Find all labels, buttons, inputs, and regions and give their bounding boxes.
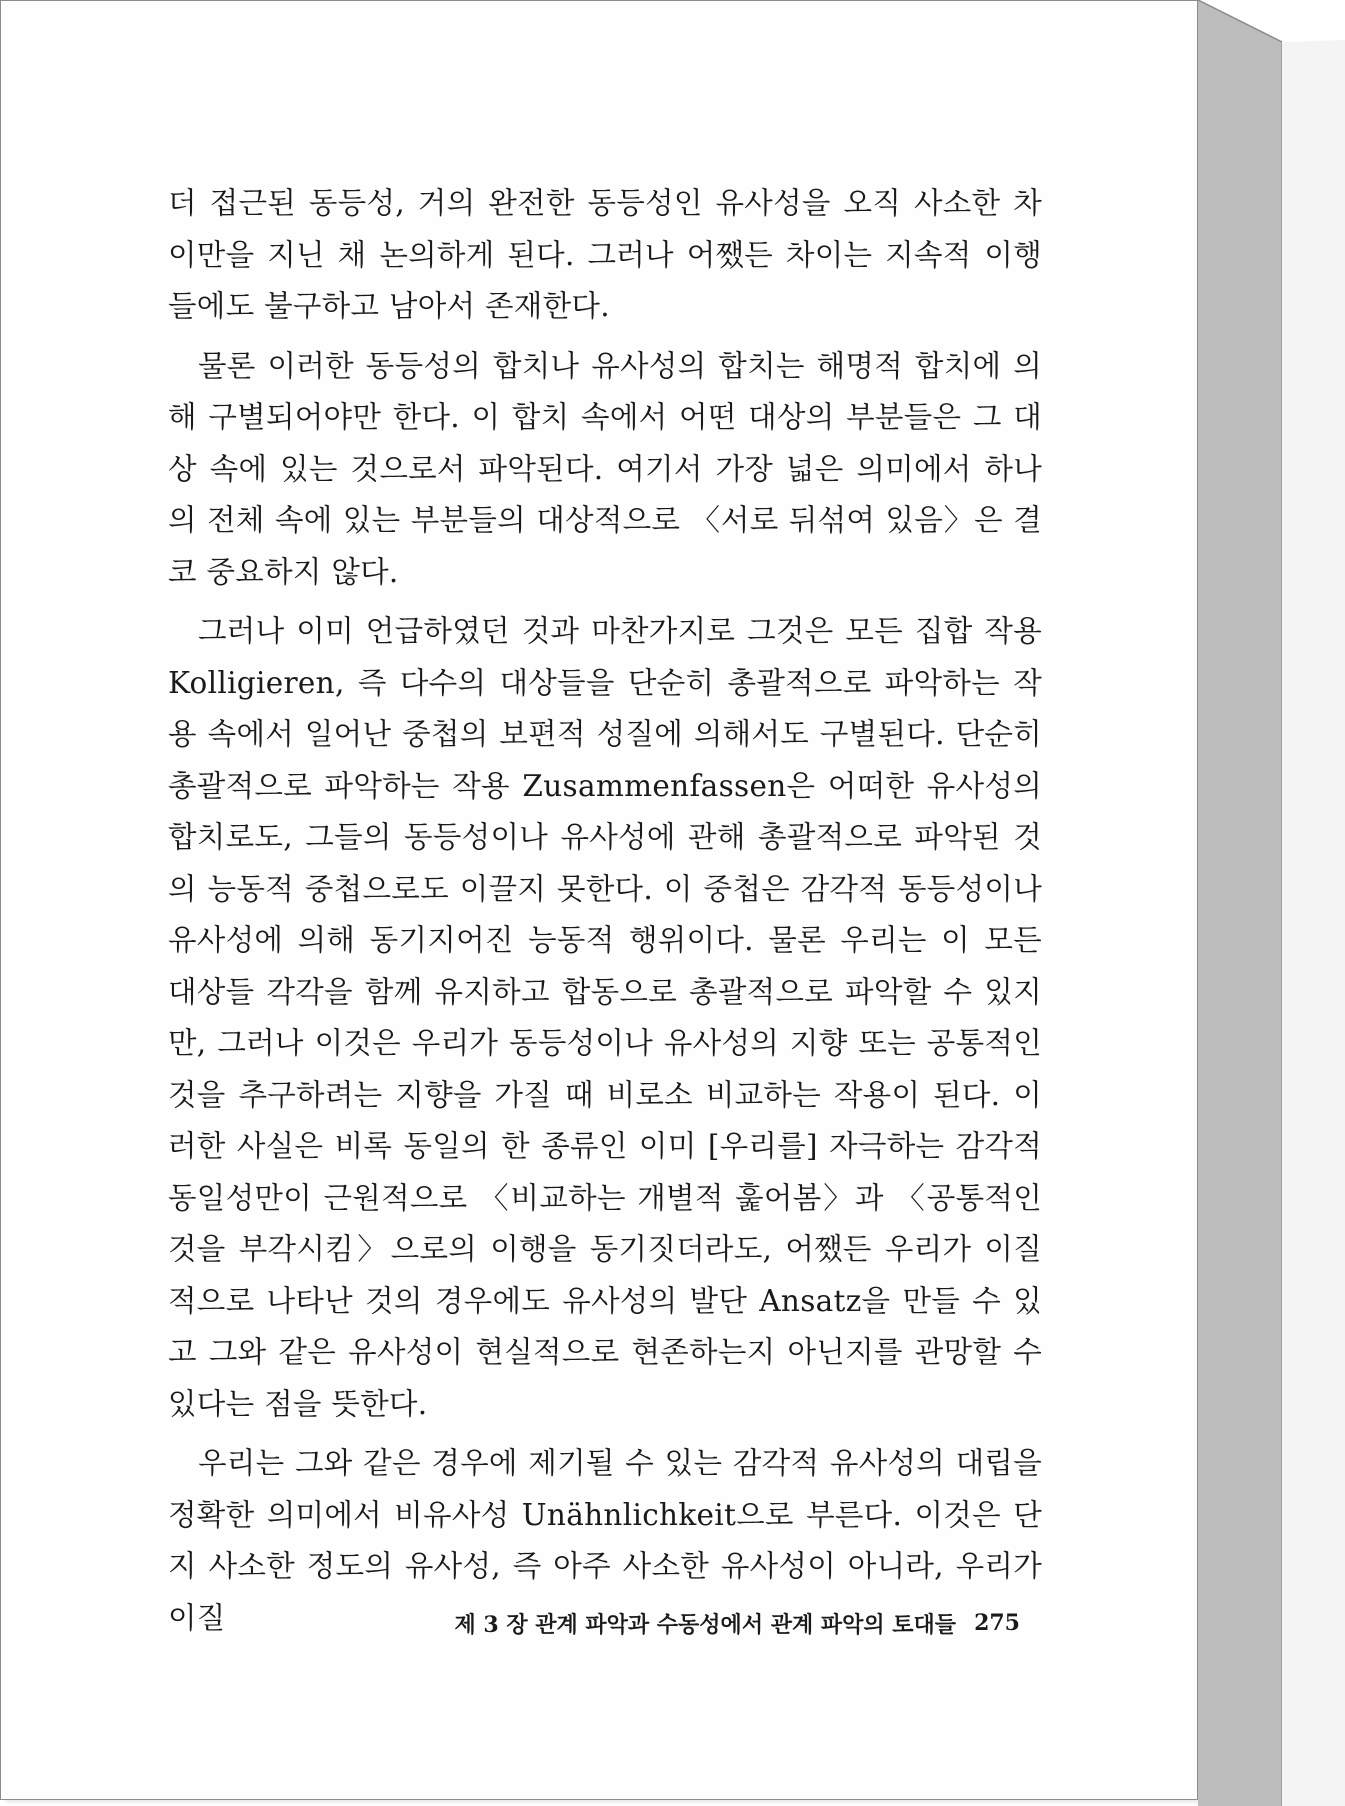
paragraph: 우리는 그와 같은 경우에 제기될 수 있는 감각적 유사성의 대립을 정확한 의미에서 비유사성 Unähnlichkeit으로 부른다. 이것은 단지 사소한 정도의 유사성, 즉 아주 사소한 유사성이 아니라, 우리가 이질 — [168, 1446, 1042, 1635]
body-text — [168, 178, 1042, 1652]
paragraph: 그러나 이미 언급하였던 것과 마찬가지로 그것은 모든 집합 작용 Kolligieren, 즉 다수의 대상들을 단순히 총괄적으로 파악하는 작용 속에서 일어난 중첩의 보편적 성질에 의해서도 구별된다. 단순히 총괄적으로 파악하는 작용 Zusammenfassen은 어떠한 유사성의 합치로도, 그들의 동등성이나 유사성에 관해 총괄적으로 파악된 것의 능동적 중첩으로도 이끌지 못한다. 이 중첩은 감각적 동등성이나 유사성에 의해 동기지어진 능동적 행위이다. 물론 우리는 이 모든 대상들 각각을 함께 유지하고 합동으로 총괄적으로 파악할 수 있지만, 그러나 이것은 우리가 동등성이나 유사성의 지향 또는 공통적인 것을 추구하려는 지향을 가질 때 비로소 비교하는 작용이 된다. 이러한 사실은 비록 동일의 한 종류인 이미 [우리를] 자극하는 감각적 동일성만이 근원적으로 〈비교하는 개별적 훑어봄〉과 〈공통적인 것을 부각시킴〉으로의 이행을 동기짓더라도, 어쨌든 우리가 이질적으로 나타난 것의 경우에도 유사성의 발단 Ansatz을 만들 수 있고 그와 같은 유사성이 현실적으로 현존하는지 아닌지를 관망할 수 있다는 점을 뜻한다. — [168, 614, 1042, 1421]
chapter-title: 제 3 장 관계 파악과 수동성에서 관계 파악의 토대들 — [454, 1611, 957, 1638]
running-footer — [380, 1603, 1020, 1643]
paragraph: 더 접근된 동등성, 거의 완전한 동등성인 유사성을 오직 사소한 차이만을 지닌 채 논의하게 된다. 그러나 어쨌든 차이는 지속적 이행들에도 불구하고 남아서 존재한다. — [168, 186, 1042, 323]
paragraph: 물론 이러한 동등성의 합치나 유사성의 합치는 해명적 합치에 의해 구별되어야만 한다. 이 합치 속에서 어떤 대상의 부분들은 그 대상 속에 있는 것으로서 파악된다. 여기서 가장 넓은 의미에서 하나의 전체 속에 있는 부분들의 대상적으로 〈서로 뒤섞여 있음〉은 결코 중요하지 않다. — [168, 348, 1042, 589]
page-number: 275 — [974, 1610, 1020, 1636]
